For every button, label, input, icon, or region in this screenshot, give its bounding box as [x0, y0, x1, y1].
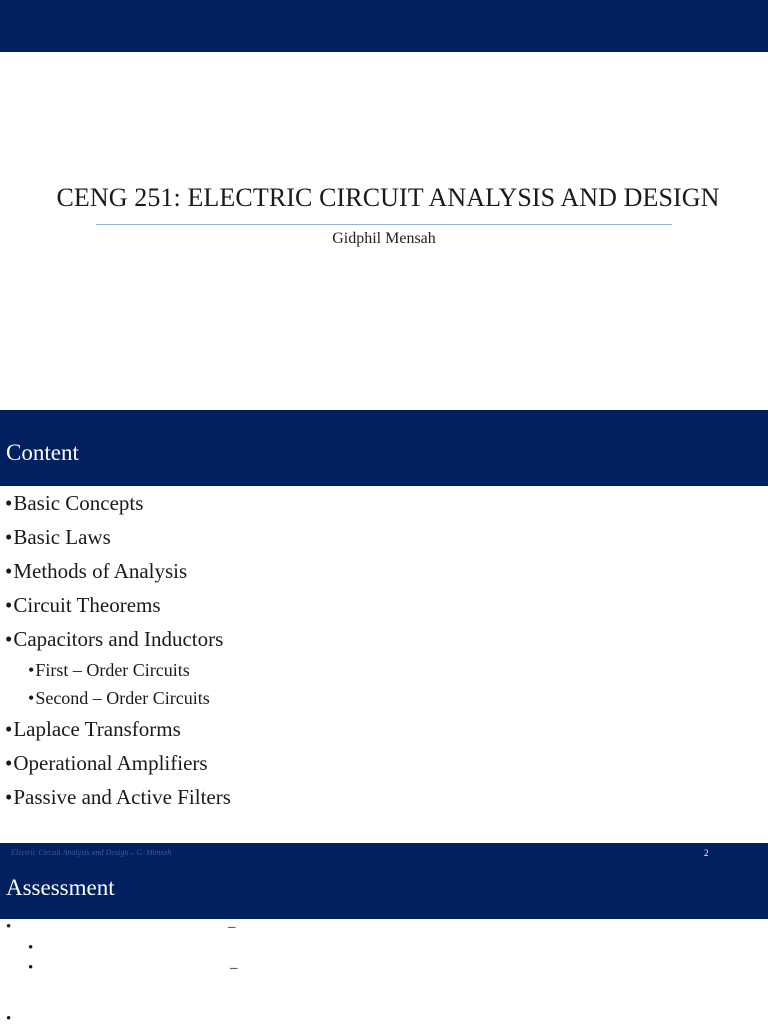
bullet-icon: • — [5, 785, 13, 809]
title-slide — [0, 0, 768, 410]
list-item-text: Second – Order Circuits — [35, 688, 210, 708]
list-item-text: Methods of Analysis — [13, 559, 188, 583]
list-item — [5, 746, 231, 780]
content-slide-header-bar — [0, 410, 768, 486]
list-item-text: Laplace Transforms — [13, 717, 181, 741]
title-slide-header-bar — [0, 0, 768, 52]
page-number: 2 — [704, 848, 709, 858]
bullet-icon: • — [28, 660, 35, 680]
bullet-icon: • — [5, 491, 13, 515]
list-item-text: Basic Laws — [13, 525, 111, 549]
dash-mark: – — [228, 919, 236, 935]
list-item — [5, 520, 231, 554]
bullet-icon: • — [5, 717, 13, 741]
assessment-slide — [0, 843, 768, 1024]
title-divider — [96, 224, 672, 225]
content-slide — [0, 410, 768, 843]
bullet-icon: • — [28, 960, 34, 976]
bullet-icon: • — [5, 525, 13, 549]
list-item — [5, 622, 231, 656]
assessment-heading: Assessment — [6, 875, 115, 900]
bullet-icon: • — [28, 940, 34, 956]
list-item-text: Capacitors and Inductors — [13, 627, 224, 651]
dash-mark: – — [230, 960, 238, 976]
bullet-icon: • — [5, 627, 13, 651]
sub-list-item — [5, 656, 231, 684]
assessment-body — [0, 919, 768, 1024]
list-item — [5, 588, 231, 622]
content-heading: Content — [6, 440, 79, 465]
bullet-icon: • — [6, 919, 12, 935]
bullet-icon: • — [28, 688, 35, 708]
list-item — [5, 486, 231, 520]
slide-footer-text: Electric Circuit Analysis and Design – G. Mensah — [11, 848, 172, 857]
list-item-text: Operational Amplifiers — [13, 751, 208, 775]
list-item-text: Passive and Active Filters — [13, 785, 231, 809]
bullet-icon: • — [5, 751, 13, 775]
bullet-icon: • — [6, 1011, 12, 1024]
list-item — [5, 712, 231, 746]
slide-title: CENG 251: ELECTRIC CIRCUIT ANALYSIS AND DESIGN — [56, 183, 720, 212]
list-item-text: Basic Concepts — [13, 491, 144, 515]
list-item-text: Circuit Theorems — [13, 593, 161, 617]
bullet-icon: • — [5, 559, 13, 583]
list-item-text: First – Order Circuits — [35, 660, 190, 680]
content-bullet-list — [5, 486, 231, 814]
slide-author: Gidphil Mensah — [332, 230, 436, 247]
bullet-icon: • — [5, 593, 13, 617]
list-item — [5, 780, 231, 814]
list-item — [5, 554, 231, 588]
sub-list-item — [5, 684, 231, 712]
assessment-slide-header-bar — [0, 843, 768, 919]
